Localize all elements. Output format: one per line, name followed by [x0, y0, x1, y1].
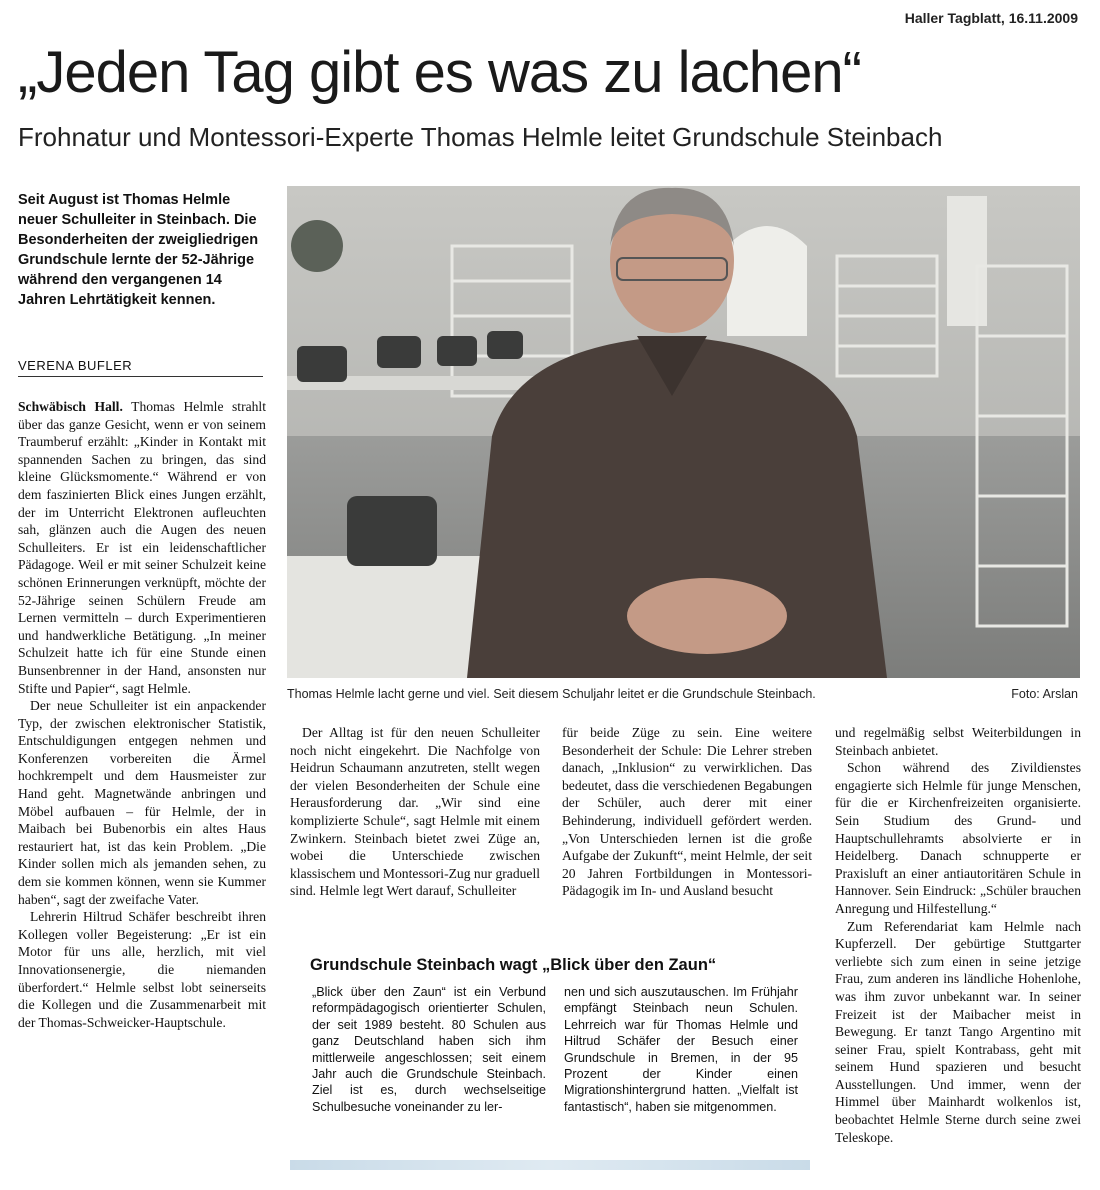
article-paragraph: Zum Referendariat kam Helmle nach Kupferzell. Der gebürtige Stuttgarter verliebte sich zum einen in seine jetzige Frau, zum anderen ins ländliche Hohenlohe, was ihm zuvor unbekannt war. In seiner Freizeit ist der Maibacher meist in Bewegung. Er tanzt Tango Argentino mit seiner Frau, spielt Kontrabass, geht mit seinem Hund spazieren und besucht Ausstellungen. Und immer, wenn der Himmel über Mainhardt wolkenlos ist, beobachtet Helmle Sterne durch seine zwei Teleskope.: [835, 918, 1081, 1145]
source-line: Haller Tagblatt, 16.11.2009: [904, 10, 1078, 26]
subheadline: Frohnatur und Montessori-Experte Thomas Helmle leitet Grundschule Steinbach: [18, 122, 943, 152]
dateline: Schwäbisch Hall.: [18, 399, 123, 414]
author-byline: VERENA BUFLER: [18, 358, 263, 377]
headline: „Jeden Tag gibt es was zu lachen“: [18, 40, 861, 105]
article-paragraph: Der Alltag ist für den neuen Schulleiter noch nicht eingekehrt. Die Nachfolge von Heidrun Schaumann anzutreten, stellt wegen der vielen Besonderheiten der Schule eine Herausforderung dar. „Wir sind eine komplizierte Schule“, sagt Helmle mit einem Zwinkern. Steinbach bietet zwei Züge an, wobei die Unterschiede zwischen klassischem und Montessori-Zug nur graduell sind. Helmle legt Wert darauf, Schulleiter: [290, 725, 540, 899]
photo-credit: Foto: Arslan: [1011, 687, 1078, 701]
article-paragraph: [18, 398, 266, 697]
info-box-text: nen und sich auszutauschen. Im Frühjahr empfängt Steinbach neun Schulen. Lehrreich war für Thomas Helmle und Hiltrud Schäfer der Besuch einer Grundschule in Bremen, in der 95 Prozent der Kinder einen Migrationshintergrund hatten. „Vielfalt ist fantastisch“, haben sie mitgenommen.: [564, 985, 798, 1114]
article-paragraph: Schon während des Zivildienstes engagierte sich Helmle für junge Menschen, für die er Kirchenfreizeiten organisierte. Sein Studium des Grund- und Hauptschullehramts absolvierte er in Heidelberg. Danach schnupperte er Praxisluft an einer antiautoritären Schule in Hannover. Sein Eindruck: „Schüler brauchen Anregung und Hilfestellung.“: [835, 760, 1081, 916]
paragraph-text: Thomas Helmle strahlt über das ganze Gesicht, wenn er von seinem Traumberuf erzählt: „Kinder in Kontakt mit spannenden Sachen zu bringen, das sind kleine Glücksmomente.“ Während er von dem faszinierten Blick eines Jungen erzählt, der im Unterricht Elektronen aufleuchten sah, glänzen auch die Augen des neuen Schulleiters. Er ist ein leidenschaftlicher Pädagoge. Weil er mit seiner Schulzeit keine schönen Erinnerungen verknüpft, möchte der 52-Jährige seinen Schülern Freude am Lernen vermitteln – durch Experimentieren und handwerkliche Betätigung. „In meiner Schulzeit hatte ich für eine Stunde einen Bunsenbrenner in der Hand, ansonsten nur Stifte und Papier“, sagt Helmle.: [18, 399, 266, 696]
article-column-4: [835, 724, 1081, 1146]
article-column-2: [290, 724, 540, 900]
article-paragraph: für beide Züge zu sein. Eine weitere Besonderheit der Schule: Die Lehrer streben danach, „Inklusion“ zu verwirklichen. Das bedeutet, dass die verschiedenen Begabungen der Schüler, auch derer mit einer Behinderung, individuell gefördert werden. „Von Unterschieden lernen ist die große Aufgabe der Zukunft“, meint Helmle, der seit 20 Jahren Fortbildungen in Montessori-Pädagogik im In- und Ausland besucht: [562, 725, 812, 899]
info-box-bottom-bar: [290, 1160, 810, 1170]
photo-caption: [287, 687, 1080, 701]
article-column-3: [562, 724, 812, 900]
lead-paragraph: Seit August ist Thomas Helmle neuer Schulleiter in Steinbach. Die Besonderheiten der zweigliedrigen Grundschule lernte der 52-Jährige während den vergangenen 14 Jahren Lehrtätigkeit kennen.: [18, 192, 259, 308]
info-box-column-2: [564, 984, 798, 1115]
classroom-photo-illustration: [287, 186, 1080, 678]
article-paragraph: Lehrerin Hiltrud Schäfer beschreibt ihren Kollegen voller Begeisterung: „Er ist ein Motor für uns alle, herzlich, mit viel Innovationsenergie, die niemanden überfordert.“ Helmle selbst lobt seinerseits die Kollegen und die Zusammenarbeit mit der Thomas-Schweicker-Hauptschule.: [18, 909, 266, 1030]
info-box-title: Grundschule Steinbach wagt „Blick über den Zaun“: [310, 956, 717, 974]
info-box-column-1: [312, 984, 546, 1115]
article-paragraph: und regelmäßig selbst Weiterbildungen in Steinbach anbietet.: [835, 725, 1081, 758]
caption-text: Thomas Helmle lacht gerne und viel. Seit diesem Schuljahr leitet er die Grundschule Steinbach.: [287, 687, 816, 701]
portrait-photo: [287, 186, 1080, 678]
article-column-1: [18, 398, 266, 1031]
info-box-text: „Blick über den Zaun“ ist ein Verbund reformpädagogisch orientierter Schulen, der seit 1989 besteht. 80 Schulen aus ganz Deutschland haben sich ihm mittlerweile angeschlossen; seit einem Jahr auch die Grundschule Steinbach. Ziel ist es, durch wechselseitige Schulbesuche voneinander zu ler-: [312, 985, 546, 1114]
article-paragraph: Der neue Schulleiter ist ein anpackender Typ, der zwischen elektronischer Statistik, Entschuldigungen entgegen nehmen und Konferenzen vorbereiten die Ärmel hochkrempelt und dem Hausmeister zur Hand geht. Magnetwände anbringen und Möbel aufbauen – für Helmle, der in Maibach bei Bubenorbis ein altes Haus restauriert hat, ist das kein Problem. „Die Kinder sollen mich als jemanden sehen, zu dem sie kommen können, wenn sie Kummer haben“, sagt der zweifache Vater.: [18, 698, 266, 907]
